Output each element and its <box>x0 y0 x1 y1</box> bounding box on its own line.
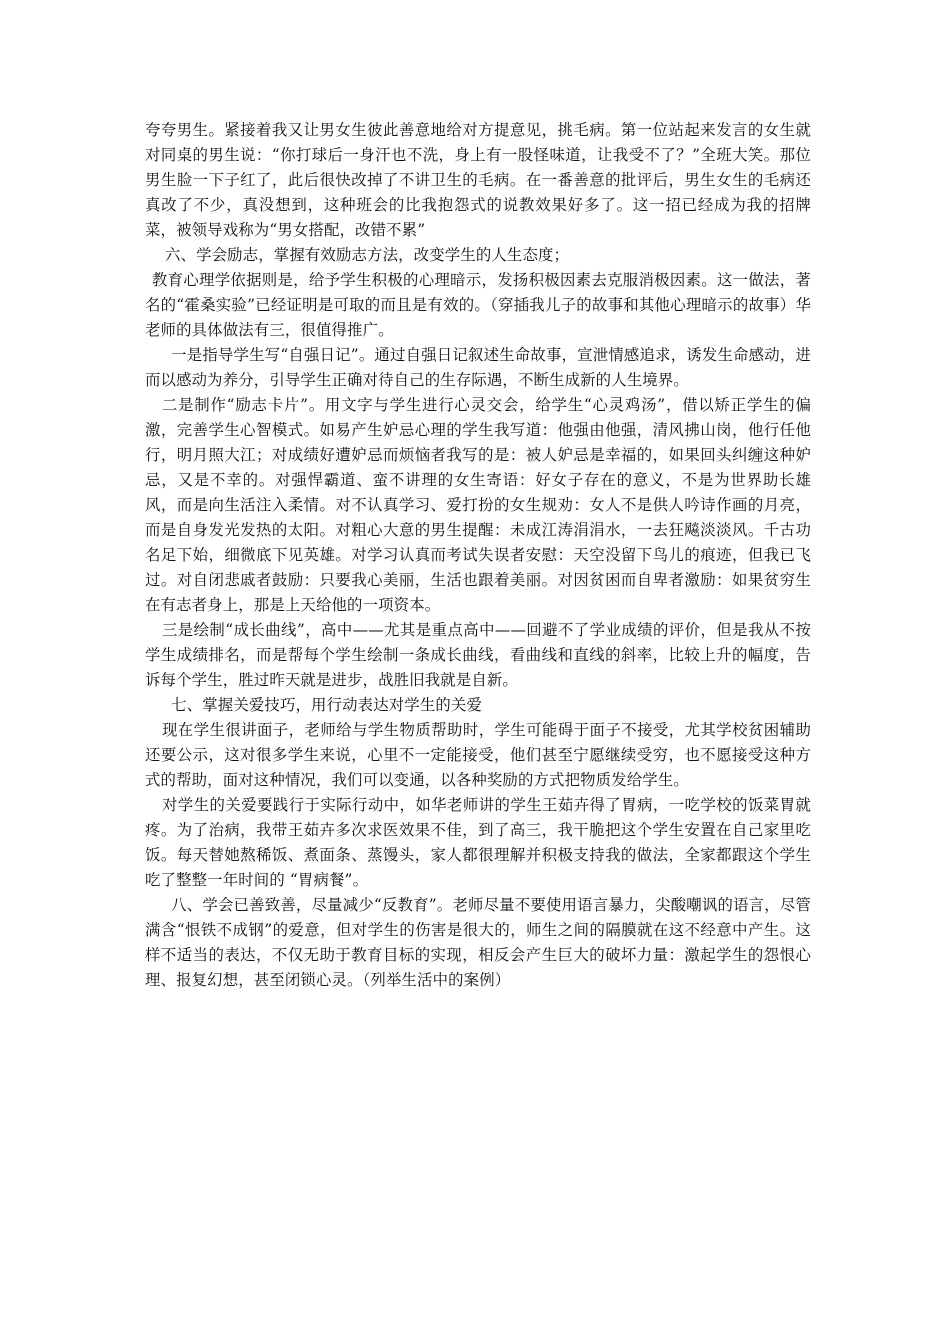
paragraph-growth-curve: 三是绘制“成长曲线”，高中——尤其是重点高中——回避不了学业成绩的评价，但是我从不按学生成绩排名，而是帮每个学生绘制一条成长曲线，看曲线和直线的斜率，比较上升的幅度，告诉每个学生，胜过昨天就是进步，战胜旧我就是自新。 <box>145 621 811 689</box>
heading-six-encouragement: 六、学会励志，掌握有效励志方法，改变学生的人生态度； <box>165 246 570 264</box>
heading-eight-anti-education: 八、学会已善致善，尽量减少“反教育”。老师尽量不要使用语言暴力，尖酸嘲讽的语言，尽管满含“恨铁不成钢”的爱意，但对学生的伤害是很大的，师生之间的隔膜就在这不经意中产生。这样不适当的表达，不仅无助于教育目标的实现，相反会产生巨大的破坏力量：激起学生的怨恨心理、报复幻想，甚至闭锁心灵。（列举生活中的案例） <box>145 896 811 989</box>
paragraph-face-saving: 现在学生很讲面子，老师给与学生物质帮助时，学生可能碍于面子不接受，尤其学校贫困辅助还要公示，这对很多学生来说，心里不一定能接受，他们甚至宁愿继续受穷，也不愿接受这种方式的帮助，面对这种情况，我们可以变通，以各种奖励的方式把物质发给学生。 <box>145 721 811 789</box>
paragraph-self-strength-diary: 一是指导学生写“自强日记”。通过自强日记叙述生命故事，宣泄情感追求，诱发生命感动，进而以感动为养分，引导学生正确对待自己的生存际遇，不断生成新的人生境界。 <box>145 346 811 389</box>
heading-seven-care: 七、掌握关爱技巧，用行动表达对学生的关爱 <box>171 696 482 714</box>
document-body <box>145 118 811 993</box>
paragraph-stomach-meal: 对学生的关爱要践行于实际行动中，如华老师讲的学生王茹卉得了胃病，一吃学校的饭菜胃就疼。为了治病，我带王茹卉多次求医效果不佳，到了高三，我干脆把这个学生安置在自己家里吃饭。每天替她熬稀饭、煮面条、蒸馒头，家人都很理解并积极支持我的做法，全家都跟这个学生吃了整整一年时间的 “胃病餐”。 <box>145 796 811 889</box>
paragraph-motivation-cards: 二是制作“励志卡片”。用文字与学生进行心灵交会，给学生“心灵鸡汤”，借以矫正学生的偏激，完善学生心智模式。如易产生妒忌心理的学生我写道：他强由他强，清风拂山岗，他行任他行，明月照大江；对成绩好遭妒忌而烦恼者我写的是：被人妒忌是幸福的，如果回头纠缠这种妒忌，又是不幸的。对强悍霸道、蛮不讲理的女生寄语：好女子存在的意义，不是为世界助长雄风，而是向生活注入柔情。对不认真学习、爱打扮的女生规劝：女人不是供人吟诗作画的月亮，而是自身发光发热的太阳。对粗心大意的男生提醒：未成江涛涓涓水，一去狂飚淡淡风。千古功名足下始，细微底下见英雄。对学习认真而考试失误者安慰：天空没留下鸟儿的痕迹，但我已飞过。对自闭悲戚者鼓励：只要我心美丽，生活也跟着美丽。对因贫困而自卑者激励：如果贫穷生在有志者身上，那是上天给他的一项资本。 <box>145 396 811 614</box>
paragraph-psychology-basis: 教育心理学依据则是，给予学生积极的心理暗示，发扬积极因素去克服消极因素。这一做法，著名的“霍桑实验”已经证明是可取的而且是有效的。（穿插我儿子的故事和其他心理暗示的故事）华老师的具体做法有三，很值得推广。 <box>145 271 811 339</box>
paragraph-boys-girls-critique: 夸夸男生。紧接着我又让男女生彼此善意地给对方提意见，挑毛病。第一位站起来发言的女生就对同桌的男生说：“你打球后一身汗也不洗，身上有一股怪味道，让我受不了？”全班大笑。那位男生脸一下子红了，此后很快改掉了不讲卫生的毛病。在一番善意的批评后，男生女生的毛病还真改了不少，真没想到，这种班会的比我抱怨式的说教效果好多了。这一招已经成为我的招牌菜，被领导戏称为“男女搭配，改错不累” <box>145 121 811 239</box>
